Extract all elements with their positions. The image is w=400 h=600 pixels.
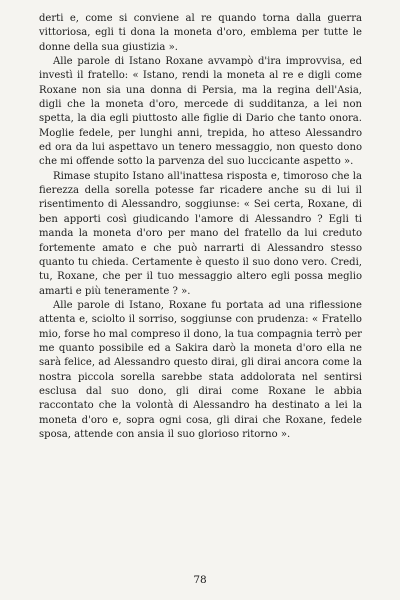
body-text [39,12,362,442]
paragraph-istano-response: Rimase stupito Istano all'inattesa risposta e, timoroso che la fierezza della sorella potesse far ricadere anche su di lui il risentimento di Alessandro, soggiunse: « Sei certa, Roxane, di ben apporti così giudicando l'amore di Alessandro ? Egli ti manda la moneta d'oro per mano del fratello da lui creduto fortemente amato e che può narrarti di Alessandro stesso quanto tu chieda. Certamente è questo il suo dono vero. Credi, tu, Roxane, che per il tuo messaggio altero egli possa meglio amarti e più teneramente ? ». [39,170,362,297]
paragraph-continuation: derti e, come si conviene al re quando torna dalla guerra vittoriosa, egli ti dona la moneta d'oro, emblema per tutte le donne della sua giustizia ». [39,13,362,53]
page-number: 78 [193,574,207,586]
paragraph-roxane-reply: Alle parole di Istano Roxane avvampò d'ira improvvisa, ed investì il fratello: « Istano, rendi la moneta al re e digli come Roxane non sia una donna di Persia, ma la regina dell'Asia, digli che la moneta d'oro, mercede di sudditanza, a lei non spetta, la dia egli piuttosto alle figlie di Dario che tanto onora. Moglie fedele, per lunghi anni, trepida, ho atteso Alessandro ed ora da lui aspettavo un tenero messaggio, non questo dono che mi offende sotto la parvenza del suo luccicante aspetto ». [39,56,362,168]
paragraph-roxane-reflection: Alle parole di Istano, Roxane fu portata ad una riflessione attenta e, sciolto il sorriso, soggiunse con prudenza: « Fratello mio, forse ho mal compreso il dono, la tua compagnia terrò per me quanto possibile ed a Sakira darò la moneta d'oro ella ne sarà felice, ad Alessandro questo dirai, gli dirai ancora come la nostra piccola sorella sarebbe stata addolorata nel sentirsi esclusa dal suo dono, gli dirai come Roxane le abbia raccontato che la volontà di Alessandro ha destinato a lei la moneta d'oro e, sopra ogni cosa, gli dirai che Roxane, fedele sposa, attende con ansia il suo glorioso ritorno ». [39,299,362,440]
